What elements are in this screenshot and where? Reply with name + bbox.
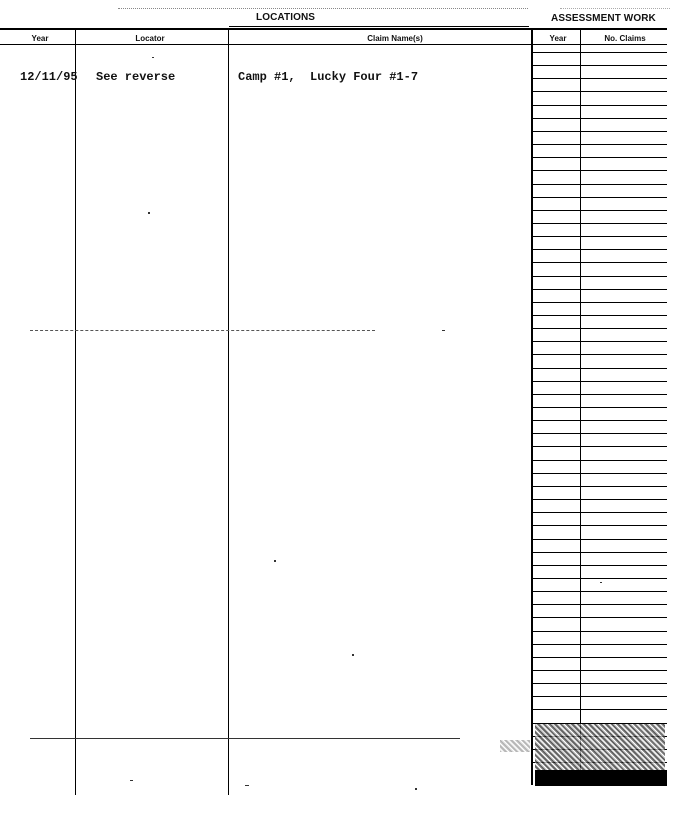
assessment-rule (533, 460, 667, 461)
speck (415, 788, 417, 790)
assessment-rule (533, 394, 667, 395)
assessment-rule (533, 157, 667, 158)
assessment-work-title: ASSESSMENT WORK (551, 13, 656, 24)
assessment-rule (533, 184, 667, 185)
assessment-rule (533, 368, 667, 369)
assessment-rule (533, 170, 667, 171)
assessment-rule (533, 446, 667, 447)
assessment-rule (533, 552, 667, 553)
scan-noise-top (118, 8, 528, 10)
speck (274, 560, 276, 562)
assessment-rule (533, 709, 667, 710)
assessment-rule (533, 578, 667, 579)
assessment-rule (533, 354, 667, 355)
assessment-rule (533, 236, 667, 237)
assessment-rule (533, 696, 667, 697)
assessment-rule (533, 683, 667, 684)
assessment-rule (533, 604, 667, 605)
assessment-rule (533, 118, 667, 119)
header-bottom-rule (0, 44, 667, 45)
speck (130, 780, 133, 781)
locations-title-rule (229, 26, 529, 27)
assessment-rule (533, 262, 667, 263)
speck (600, 582, 602, 583)
locations-title: LOCATIONS (256, 12, 316, 23)
assessment-rule (533, 565, 667, 566)
assessment-rule (533, 341, 667, 342)
entry-year: 12/11/95 (20, 70, 78, 84)
assessment-rule (533, 473, 667, 474)
assessment-rule (533, 315, 667, 316)
assessment-rule (533, 539, 667, 540)
assessment-rule (533, 52, 667, 53)
speck (148, 212, 150, 214)
assessment-rule (533, 670, 667, 671)
header-top-rule (0, 28, 667, 30)
assessment-rule (533, 78, 667, 79)
scan-noise-block (535, 724, 665, 772)
divider-year-locator (75, 30, 76, 795)
scan-noise-small (500, 740, 530, 752)
assessment-rule (533, 433, 667, 434)
assessment-rule (533, 197, 667, 198)
column-header-no-claims: No. Claims (604, 34, 646, 43)
assessment-rule (533, 249, 667, 250)
assessment-rule (533, 65, 667, 66)
assessment-rule (533, 617, 667, 618)
column-header-locator: Locator (135, 34, 165, 43)
assessment-rule (533, 644, 667, 645)
assessment-rule (533, 499, 667, 500)
scan-dashed-line (30, 330, 375, 332)
assessment-rule (533, 512, 667, 513)
speck (245, 785, 249, 786)
assessment-rule (533, 525, 667, 526)
assessment-rule (533, 591, 667, 592)
assessment-rule (533, 144, 667, 145)
assessment-rule (533, 210, 667, 211)
assessment-rule (533, 381, 667, 382)
entry-locator: See reverse (96, 70, 176, 84)
assessment-rule (533, 289, 667, 290)
entry-claim-names: Camp #1, Lucky Four #1-7 (238, 70, 419, 84)
assessment-rule (533, 407, 667, 408)
column-header-claim-names: Claim Name(s) (367, 34, 423, 43)
scan-noise-top-right (560, 8, 670, 10)
column-header-assessment-year: Year (549, 34, 567, 43)
assessment-rule (533, 486, 667, 487)
assessment-rule (533, 302, 667, 303)
scan-dark-band (535, 770, 667, 786)
scan-dashed-line-lower (30, 738, 460, 740)
assessment-rule (533, 420, 667, 421)
assessment-rule (533, 91, 667, 92)
assessment-rule (533, 223, 667, 224)
speck (152, 57, 154, 58)
assessment-rule (533, 276, 667, 277)
speck (442, 330, 445, 331)
assessment-rule (533, 105, 667, 106)
assessment-rule (533, 657, 667, 658)
assessment-rule (533, 328, 667, 329)
column-header-year: Year (31, 34, 49, 43)
speck (352, 654, 354, 656)
divider-locator-claims (228, 30, 229, 795)
assessment-rule (533, 631, 667, 632)
assessment-rule (533, 131, 667, 132)
